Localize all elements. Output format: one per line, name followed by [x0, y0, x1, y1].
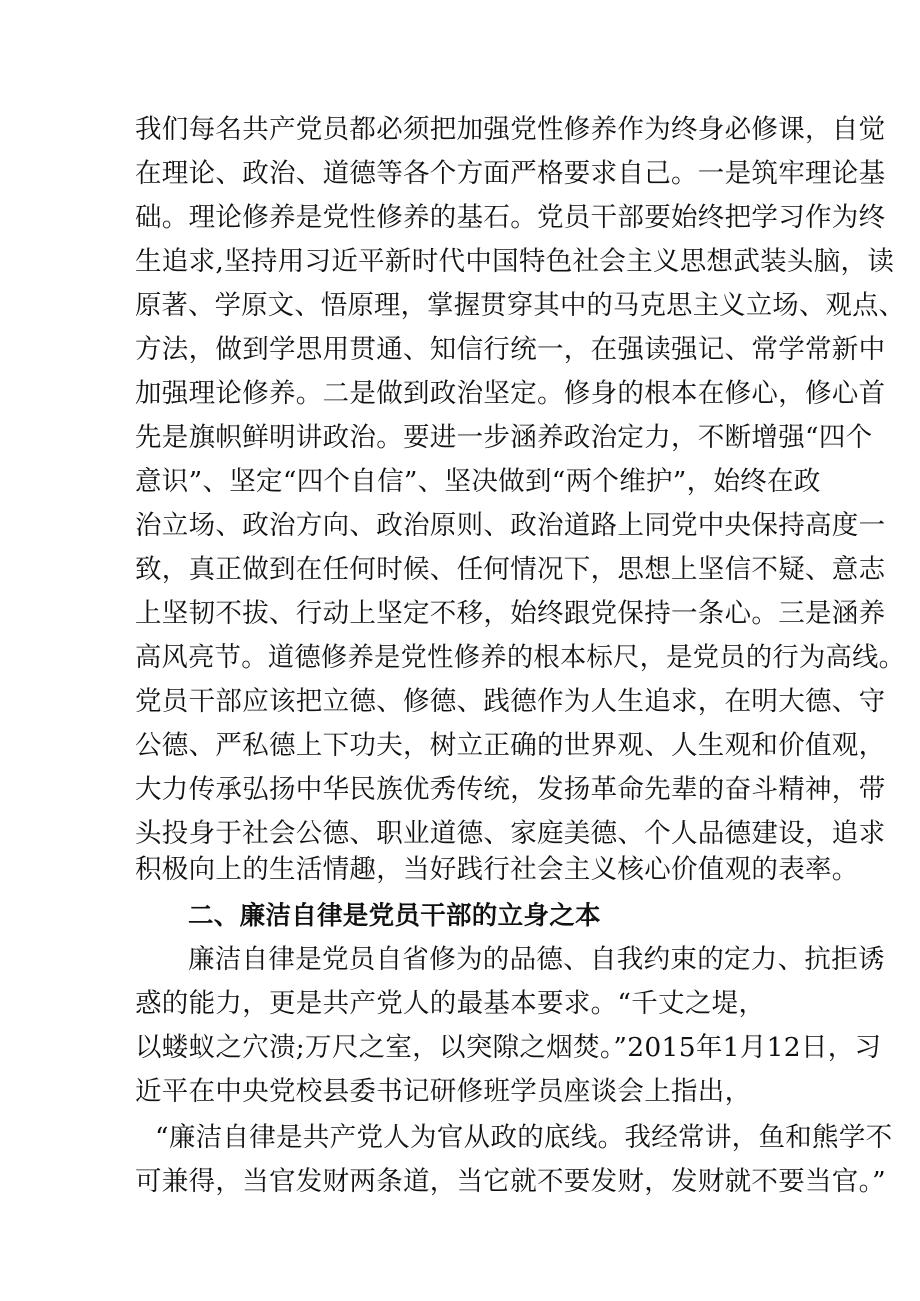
paragraph-1-line-13: 高风亮节。道德修养是党性修养的根本标尺，是党员的行为高线。 [135, 642, 906, 673]
paragraph-1-line-14: 党员干部应该把立德、修德、践德作为人生追求，在明大德、守 [135, 686, 886, 717]
paragraph-1-line-6: 方法，做到学思用贯通、知信行统一，在强读强记、常学常新中 [135, 334, 886, 365]
paragraph-2-line-2: 惑的能力，更是共产党人的最基本要求。“千丈之堤， [135, 988, 766, 1019]
paragraph-1-line-11: 致，真正做到在任何时候、任何情况下，思想上坚信不疑、意志 [135, 554, 886, 585]
paragraph-1-line-4: 生追求,坚持用习近平新时代中国特色社会主义思想武装头脑，读 [135, 246, 895, 277]
paragraph-1-line-18: 积极向上的生活情趣，当好践行社会主义核心价值观的表率。 [135, 854, 859, 885]
paragraph-1-line-17: 头投身于社会公德、职业道德、家庭美德、个人品德建设，追求 [135, 818, 886, 849]
paragraph-1-line-1: 我们每名共产党员都必须把加强党性修养作为终身必修课，自觉 [135, 114, 886, 145]
paragraph-1-line-5: 原著、学原文、悟原理，掌握贯穿其中的马克思主义立场、观点、 [135, 290, 906, 321]
paragraph-1-line-2: 在理论、政治、道德等各个方面严格要求自己。一是筑牢理论基 [135, 158, 886, 189]
paragraph-2-line-3: 以蝼蚁之穴溃;万尺之室，以突隙之烟焚。”2015年1月12日，习 [135, 1032, 882, 1063]
paragraph-1-line-16: 大力传承弘扬中华民族优秀传统，发扬革命先辈的奋斗精神，带 [135, 774, 886, 805]
paragraph-1-line-15: 公德、严私德上下功夫，树立正确的世界观、人生观和价值观， [135, 730, 886, 761]
paragraph-2-line-6: 可兼得，当官发财两条道，当它就不要发财，发财就不要当官。” [135, 1166, 886, 1197]
paragraph-2-line-1: 廉洁自律是党员自省修为的品德、自我约束的定力、抗拒诱 [188, 944, 885, 975]
section-2-heading: 二、廉洁自律是党员干部的立身之本 [188, 901, 601, 931]
paragraph-1-line-3: 础。理论修养是党性修养的基石。党员干部要始终把学习作为终 [135, 202, 886, 233]
paragraph-2-line-4: 近平在中央党校县委书记研修班学员座谈会上指出， [135, 1076, 752, 1107]
paragraph-1-line-10: 治立场、政治方向、政治原则、政治道路上同党中央保持高度一 [135, 510, 886, 541]
paragraph-1-line-7: 加强理论修养。二是做到政治坚定。修身的根本在修心，修心首 [135, 378, 886, 409]
paragraph-1-line-12: 上坚韧不拔、行动上坚定不移，始终跟党保持一条心。三是涵养 [135, 598, 886, 629]
paragraph-1-line-9: 意识”、坚定“四个自信”、坚决做到“两个维护”，始终在政 [135, 466, 821, 497]
paragraph-1-line-8: 先是旗帜鲜明讲政治。要进一步涵养政治定力，不断增强“四个 [135, 422, 873, 453]
paragraph-2-line-5: “廉洁自律是共产党人为官从政的底线。我经常讲，鱼和熊学不 [155, 1122, 893, 1153]
